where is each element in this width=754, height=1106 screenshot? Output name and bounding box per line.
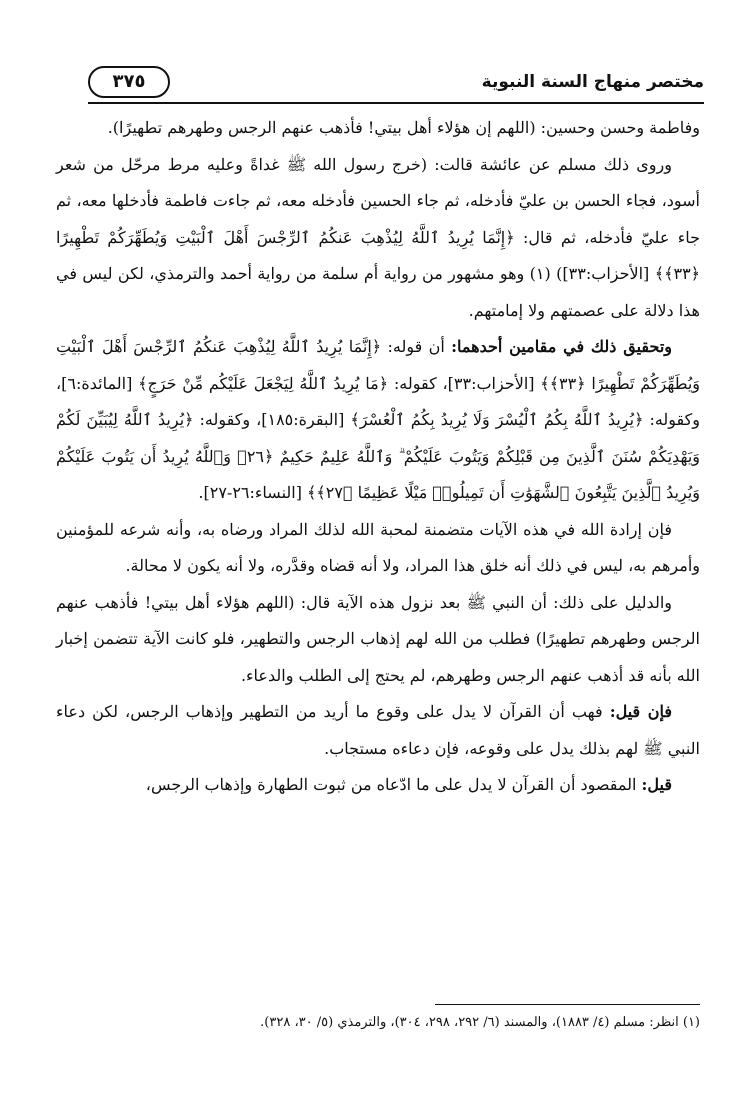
paragraph-4 — [56, 512, 700, 585]
page-number: ٣٧٥ — [88, 66, 170, 98]
footnote-divider — [435, 1004, 700, 1005]
paragraph-5 — [56, 585, 700, 695]
paragraph-7-lead: قيل: — [641, 775, 672, 794]
paragraph-6-text: فهب أن القرآن لا يدل على وقوع ما أريد من التطهير وإذهاب الرجس، لكن دعاء النبي ﷺ لهم بذلك يدل على وقوعه، فإن دعاءه مستجاب. — [56, 702, 700, 758]
page-header — [88, 66, 704, 96]
paragraph-3-lead: وتحقيق ذلك في مقامين أحدهما: — [451, 337, 673, 356]
running-title: مختصر منهاج السنة النبوية — [481, 72, 704, 92]
paragraph-7-text: المقصود أن القرآن لا يدل على ما ادّعاه من ثبوت الطهارة وإذهاب الرجس، — [145, 775, 642, 794]
paragraph-7 — [56, 767, 700, 804]
paragraph-2 — [56, 147, 700, 330]
header-divider — [88, 102, 704, 104]
paragraph-1-text: وفاطمة وحسن وحسين: (اللهم إن هؤلاء أهل بيتي! فأذهب عنهم الرجس وطهرهم تطهيرًا). — [107, 118, 700, 137]
paragraph-1 — [56, 110, 700, 147]
paragraph-4-text: فإن إرادة الله في هذه الآيات متضمنة لمحبة الله لذلك المراد ورضاه به، وأنه شرعه للمؤمنين وأمرهم به، ليس في ذلك أنه خلق هذا المراد، ولا أنه قضاه وقدَّره، ولا أنه يكون لا محالة. — [56, 519, 700, 575]
paragraph-2-text: وروى ذلك مسلم عن عائشة قالت: (خرج رسول الله ﷺ غداةً وعليه مرط مرحّل من شعر أسود، فجاء الحسن بن عليّ فأدخله، ثم جاء الحسين فأدخله معه، ثم جاءت فاطمة فأدخلها معه، ثم جاء عليّ فأدخله، ثم قال: ﴿إِنَّمَا يُرِيدُ ٱللَّهُ لِيُذْهِبَ عَنكُمُ ٱلرِّجْسَ أَهْلَ ٱلْبَيْتِ وَيُطَهِّرَكُمْ تَطْهِيرًا ﴿٣٣﴾﴾ [الأحزاب:٣٣]) (١) وهو مشهور من رواية أم سلمة من رواية أحمد والترمذي، لكن ليس في هذا دلالة على عصمتهم ولا إمامتهم. — [56, 154, 701, 320]
paragraph-6 — [56, 694, 700, 767]
paragraph-3-text: أن قوله: ﴿إِنَّمَا يُرِيدُ ٱللَّهُ لِيُذْهِبَ عَنكُمُ ٱلرِّجْسَ أَهْلَ ٱلْبَيْتِ وَيُطَهِّرَكُمْ تَطْهِيرًا ﴿٣٣﴾﴾ [الأحزاب:٣٣]، كقوله: ﴿مَا يُرِيدُ ٱللَّهُ لِيَجْعَلَ عَلَيْكُم مِّنْ حَرَجٍ﴾ [المائدة:٦]، وكقوله: ﴿يُرِيدُ ٱللَّهُ بِكُمُ ٱلْيُسْرَ وَلَا يُرِيدُ بِكُمُ ٱلْعُسْرَ﴾ [البقرة:١٨٥]، وكقوله: ﴿يُرِيدُ ٱللَّهُ لِيُبَيِّنَ لَكُمْ وَيَهْدِيَكُمْ سُنَنَ ٱلَّذِينَ مِن قَبْلِكُمْ وَيَتُوبَ عَلَيْكُمْ ۗ وَٱللَّهُ عَلِيمٌ حَكِيمٌ ﴿٢٦﴾ وَٱللَّهُ يُرِيدُ أَن يَتُوبَ عَلَيْكُمْ وَيُرِيدُ ٱلَّذِينَ يَتَّبِعُونَ ٱلشَّهَوَٰتِ أَن تَمِيلُوا۟ مَيْلًا عَظِيمًا ﴿٢٧﴾﴾ [النساء:٢٦-٢٧]. — [56, 337, 701, 502]
paragraph-5-text: والدليل على ذلك: أن النبي ﷺ بعد نزول هذه الآية قال: (اللهم هؤلاء أهل بيتي! فأذهب عنهم الرجس وطهرهم تطهيرًا) فطلب من الله لهم إذهاب الرجس والتطهير، فلو كانت الآية تتضمن إخبار الله بأنه قد أذهب عنهم الرجس وطهرهم، لم يحتج إلى الطلب والدعاء. — [56, 592, 700, 685]
paragraph-6-lead: فإن قيل: — [609, 702, 673, 721]
footnote: (١) انظر: مسلم (٤/ ١٨٨٣)، والمسند (٦/ ٢٩٢، ٢٩٨، ٣٠٤)، والترمذي (٥/ ٣٠، ٣٢٨). — [260, 1015, 700, 1030]
paragraph-3 — [56, 329, 700, 512]
body-text — [56, 110, 700, 804]
